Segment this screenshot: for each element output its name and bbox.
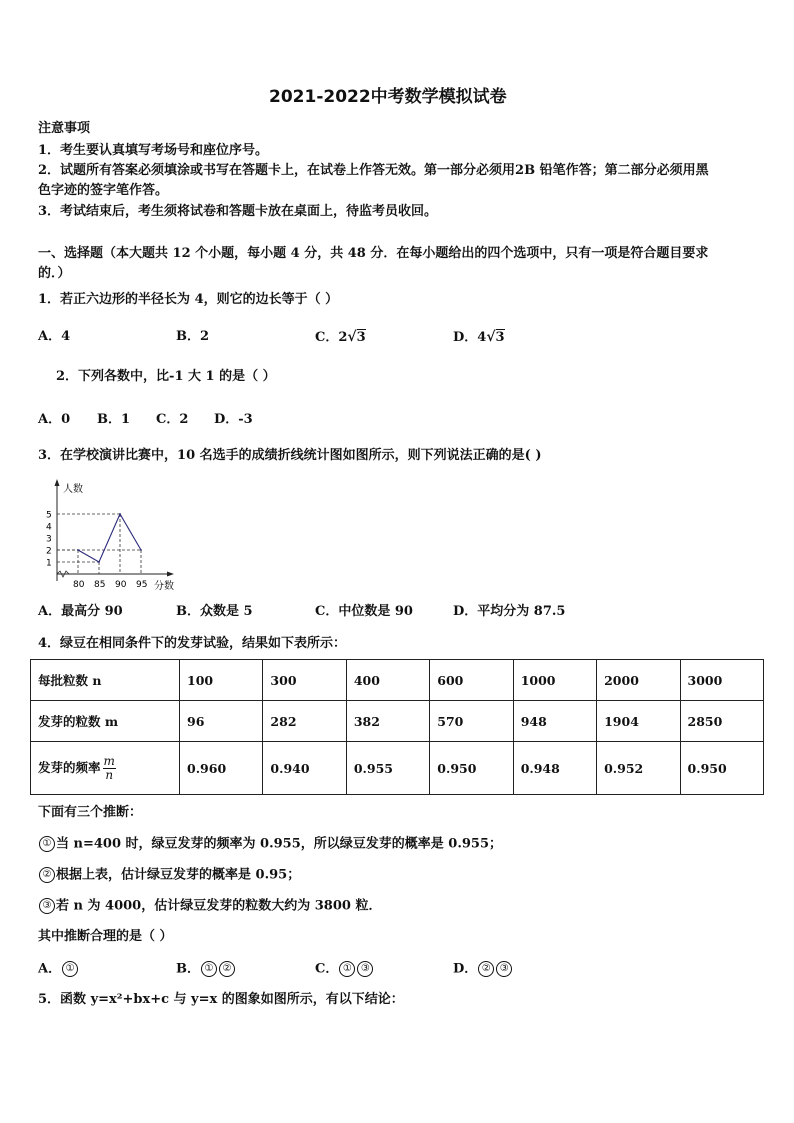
- q2-option-d: D．-3: [214, 412, 253, 427]
- y-tick-label: 1: [46, 558, 52, 569]
- x-tick-label: 85: [94, 580, 106, 590]
- table-cell: 0.940: [263, 742, 346, 795]
- notice-item-3: 3．考试结束后，考生须将试卷和答题卡放在桌面上，待监考员收回。: [38, 204, 438, 219]
- q2-option-b: B．1: [97, 412, 131, 427]
- table-cell: 3000: [680, 660, 763, 701]
- q4-inference-3: [38, 898, 381, 915]
- q1-option-a: A．4: [38, 329, 71, 344]
- score-line-chart: [38, 476, 188, 596]
- table-cell: 0.950: [680, 742, 763, 795]
- germination-table: [30, 659, 764, 795]
- circle-1-icon: ①: [339, 961, 355, 977]
- x-tick-label: 95: [136, 580, 148, 590]
- table-cell: 400: [346, 660, 429, 701]
- q3-option-a: A．最高分 90: [38, 604, 123, 619]
- data-point: [98, 561, 100, 563]
- circle-3-icon: ③: [357, 961, 373, 977]
- x-axis-label: 分数: [154, 581, 174, 592]
- table-cell: 0.948: [513, 742, 596, 795]
- table-cell: 600: [430, 660, 513, 701]
- q2-option-c: C．2: [156, 412, 189, 427]
- q1-option-c-radicand: 3: [356, 330, 366, 345]
- table-cell: 100: [180, 660, 263, 701]
- table-cell: 0.952: [597, 742, 680, 795]
- circle-2-icon: ②: [219, 961, 235, 977]
- q1-option-d-radicand: 3: [495, 330, 505, 345]
- data-point: [119, 513, 121, 515]
- q3-option-b: B．众数是 5: [176, 604, 253, 619]
- circle-2-icon: ②: [39, 867, 55, 883]
- inference-1-text: 当 n=400 时，绿豆发芽的频率为 0.955，所以绿豆发芽的概率是 0.955；: [56, 836, 502, 852]
- y-tick-label: 2: [46, 546, 52, 557]
- circle-3-icon: ③: [39, 898, 55, 914]
- q4-inference-2: [38, 867, 300, 884]
- option-letter: D．: [453, 961, 478, 977]
- q4-option-c: [315, 961, 374, 978]
- series-line: [78, 514, 141, 562]
- table-cell: 0.950: [430, 742, 513, 795]
- section-heading-cont: 的．）: [38, 266, 71, 281]
- table-cell: 570: [430, 701, 513, 742]
- page-title: 2021-2022中考数学模拟试卷: [269, 87, 507, 107]
- notice-item-1: 1．考生要认真填写考场号和座位序号。: [38, 143, 269, 158]
- table-cell: 300: [263, 660, 346, 701]
- notice-item-2-cont: 色字迹的签字笔作答。: [38, 183, 169, 198]
- table-row-header: 发芽的粒数 m: [31, 701, 180, 742]
- option-letter: B．: [176, 961, 200, 977]
- q2-option-a: A．0: [38, 412, 71, 427]
- fraction-denominator: n: [105, 767, 114, 782]
- fraction-numerator: m: [103, 753, 115, 768]
- table-row-header: 每批粒数 n: [31, 660, 180, 701]
- table-row-header: [31, 742, 180, 795]
- q4-question: 其中推断合理的是（ ）: [38, 929, 173, 944]
- q3-option-c: C．中位数是 90: [315, 604, 413, 619]
- circle-3-icon: ③: [496, 961, 512, 977]
- data-point: [77, 549, 79, 551]
- circle-1-icon: ①: [62, 961, 78, 977]
- table-row: [31, 742, 764, 795]
- fraction-m-over-n: [103, 755, 116, 782]
- table-cell: 0.960: [180, 742, 263, 795]
- table-cell: 2000: [597, 660, 680, 701]
- table-cell: 0.955: [346, 742, 429, 795]
- y-axis-arrow: [55, 479, 60, 486]
- circle-1-icon: ①: [39, 836, 55, 852]
- q1-option-c: [315, 329, 366, 346]
- q1-stem: 1．若正六边形的半径长为 4，则它的边长等于（ ）: [38, 292, 339, 307]
- sqrt-symbol: √: [486, 329, 496, 345]
- x-axis-arrow: [167, 572, 174, 577]
- notice-item-2: 2．试题所有答案必须填涂或书写在答题卡上，在试卷上作答无效。第一部分必须用2B 铅笔作答；第二部分必须用黑: [38, 163, 709, 178]
- q4-option-a: [38, 961, 79, 978]
- option-letter: C．: [315, 961, 339, 977]
- option-letter: A．: [38, 961, 62, 977]
- y-tick-label: 5: [46, 510, 52, 521]
- q4-option-d: [453, 961, 513, 978]
- table-row: [31, 660, 764, 701]
- q2-stem: 2．下列各数中，比-1 大 1 的是（ ）: [56, 369, 276, 384]
- q4-stem: 4．绿豆在相同条件下的发芽试验，结果如下表所示：: [38, 636, 347, 651]
- table-cell: 948: [513, 701, 596, 742]
- q4-intro: 下面有三个推断：: [38, 805, 143, 820]
- table-cell: 96: [180, 701, 263, 742]
- q1-option-d-prefix: D．4: [453, 330, 487, 345]
- table-cell: 1904: [597, 701, 680, 742]
- q4-option-b: [176, 961, 236, 978]
- table-cell: 1000: [513, 660, 596, 701]
- circle-1-icon: ①: [201, 961, 217, 977]
- q4-inference-1: [38, 836, 502, 853]
- table-row: [31, 701, 764, 742]
- notice-heading: 注意事项: [38, 121, 91, 136]
- table-cell: 382: [346, 701, 429, 742]
- x-tick-label: 80: [73, 580, 85, 590]
- q5-stem: 5．函数 y=x²+bx+c 与 y=x 的图象如图所示，有以下结论：: [38, 992, 404, 1007]
- q3-option-d: D．平均分为 87.5: [453, 604, 566, 619]
- inference-2-text: 根据上表，估计绿豆发芽的概率是 0.95；: [56, 867, 301, 883]
- q1-option-c-prefix: C．2: [315, 330, 348, 345]
- q1-option-b: B．2: [176, 329, 210, 344]
- y-tick-label: 3: [46, 534, 52, 545]
- sqrt-symbol: √: [347, 329, 357, 345]
- y-tick-label: 4: [46, 522, 52, 533]
- table-cell: 2850: [680, 701, 763, 742]
- data-point: [140, 549, 142, 551]
- q1-option-d: [453, 329, 505, 346]
- frequency-label: 发芽的频率: [38, 759, 101, 775]
- q3-stem: 3．在学校演讲比赛中，10 名选手的成绩折线统计图如图所示，则下列说法正确的是( ): [38, 448, 542, 463]
- table-cell: 282: [263, 701, 346, 742]
- section-heading: 一、选择题（本大题共 12 个小题，每小题 4 分，共 48 分．在每小题给出的四个选项中，只有一项是符合题目要求: [38, 246, 709, 261]
- x-tick-label: 90: [115, 580, 127, 590]
- circle-2-icon: ②: [478, 961, 494, 977]
- y-axis-label: 人数: [63, 484, 83, 495]
- inference-3-text: 若 n 为 4000，估计绿豆发芽的粒数大约为 3800 粒．: [56, 898, 382, 914]
